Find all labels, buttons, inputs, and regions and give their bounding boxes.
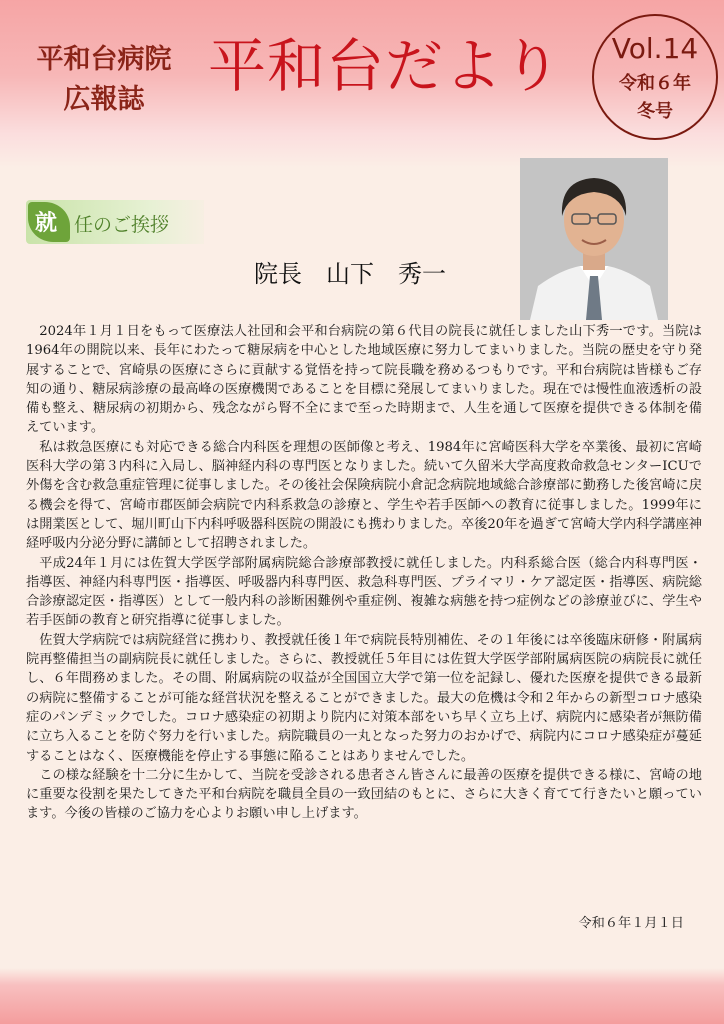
header-banner xyxy=(0,0,724,168)
org-line-2: 広報誌 xyxy=(63,84,145,115)
issue-year: 令和６年 xyxy=(619,73,691,94)
author-name: 院長 山下 秀一 xyxy=(254,260,446,288)
org-line-1: 平和台病院 xyxy=(36,44,172,75)
paragraph: 私は救急医療にも対応できる総合内科医を理想の医師像と考え、1984年に宮崎医科大学を卒業後、最初に宮崎医科大学の第３内科に入局し、脳神経内科の専門医となりました。続いて久留米大学高度救命救急センターICUで外傷を含む救急重症管理に従事しました。その後社会保険病院小倉記念病院地域総合診療部に勤務した後宮崎に戻る機会を得て、宮崎市郡医師会病院で内科系救急の診療と、学生や若手医師への教育に従事しました。1999年には開業医として、堀川町山下内科呼吸器科医院の開設にも携わりました。卒後20年を過ぎて宮崎大学内科学講座神経呼吸内分泌分野に講師として招聘されました。 xyxy=(26,439,702,552)
paragraph: 佐賀大学病院では病院経営に携わり、教授就任後１年で病院長特別補佐、その１年後には卒後臨床研修・附属病院再整備担当の副病院長に就任しました。さらに、教授就任５年目には佐賀大学医学部附属病医院の病院長に就任し、６年間務めました。その間、附属病院の収益が全国国立大学で第一位を記録し、優れた医療を提供できる最新の病院に整備することが可能な経営状況を整えることができました。最大の危機は令和２年からの新型コロナ感染症のパンデミックでした。コロナ感染症の初期より院内に対策本部をいち早く立ち上げ、病院内に感染者が無防備に立ち入ることを防ぐ努力を行いました。病院職員の一丸となった努力のおかげで、病院内にコロナ感染症が蔓延することはなく、医療機能を停止する事態に陥ることはありませんでした。 xyxy=(26,632,702,764)
footer-band xyxy=(0,968,724,1024)
article-body xyxy=(26,322,702,824)
director-portrait xyxy=(520,158,668,320)
volume-badge xyxy=(592,14,718,140)
newsletter-title: 平和台だより xyxy=(208,32,563,100)
org-name xyxy=(24,40,184,120)
section-heading xyxy=(26,200,204,244)
section-heading-text: 任のご挨拶 xyxy=(74,214,170,236)
portrait-illustration xyxy=(520,158,668,320)
paragraph: 平成24年１月には佐賀大学医学部附属病院総合診療部教授に就任しました。内科系総合医（総合内科専門医・指導医、神経内科専門医・指導医、呼吸器内科専門医、救急科専門医、プライマリ・ケア認定医・指導医、病院総合診療認定医・指導医）として一般内科の診断困難例や重症例、複雑な病態を持つ症例などの診療並びに、学生や若手医師の教育と研究指導に従事しました。 xyxy=(26,555,702,629)
paragraph: 2024年１月１日をもって医療法人社団和会平和台病院の第６代目の院長に就任しました山下秀一です。当院は1964年の開院以来、長年にわたって糖尿病を中心とした地域医療に努力してまいりました。当院の歴史を守り発展することで、宮崎県の医療にさらに貢献する覚悟を持って院長職を務めるつもりです。平和台病院は皆様もご存知の通り、糖尿病診療の最高峰の医療機関であることを目標に発展してまいりました。現在では慢性血液透析の設備も整え、糖尿病の初期から、残念ながら腎不全にまで至った時期まで、人生を通して医療を提供できる体制を備えています。 xyxy=(26,324,702,436)
paragraph: この様な経験を十二分に生かして、当院を受診される患者さん皆さんに最善の医療を提供できる様に、宮崎の地に重要な役割を果たしてきた平和台病院を職員全員の一致団結のもとに、さらに大きく育てて行きたいと願っています。今後の皆様のご協力を心よりお願い申し上げます。 xyxy=(26,767,702,822)
volume-number: Vol.14 xyxy=(611,32,699,65)
article-date: 令和６年１月１日 xyxy=(578,916,684,931)
section-heading-first-char: 就 xyxy=(35,211,58,236)
issue-season: 冬号 xyxy=(637,101,673,122)
